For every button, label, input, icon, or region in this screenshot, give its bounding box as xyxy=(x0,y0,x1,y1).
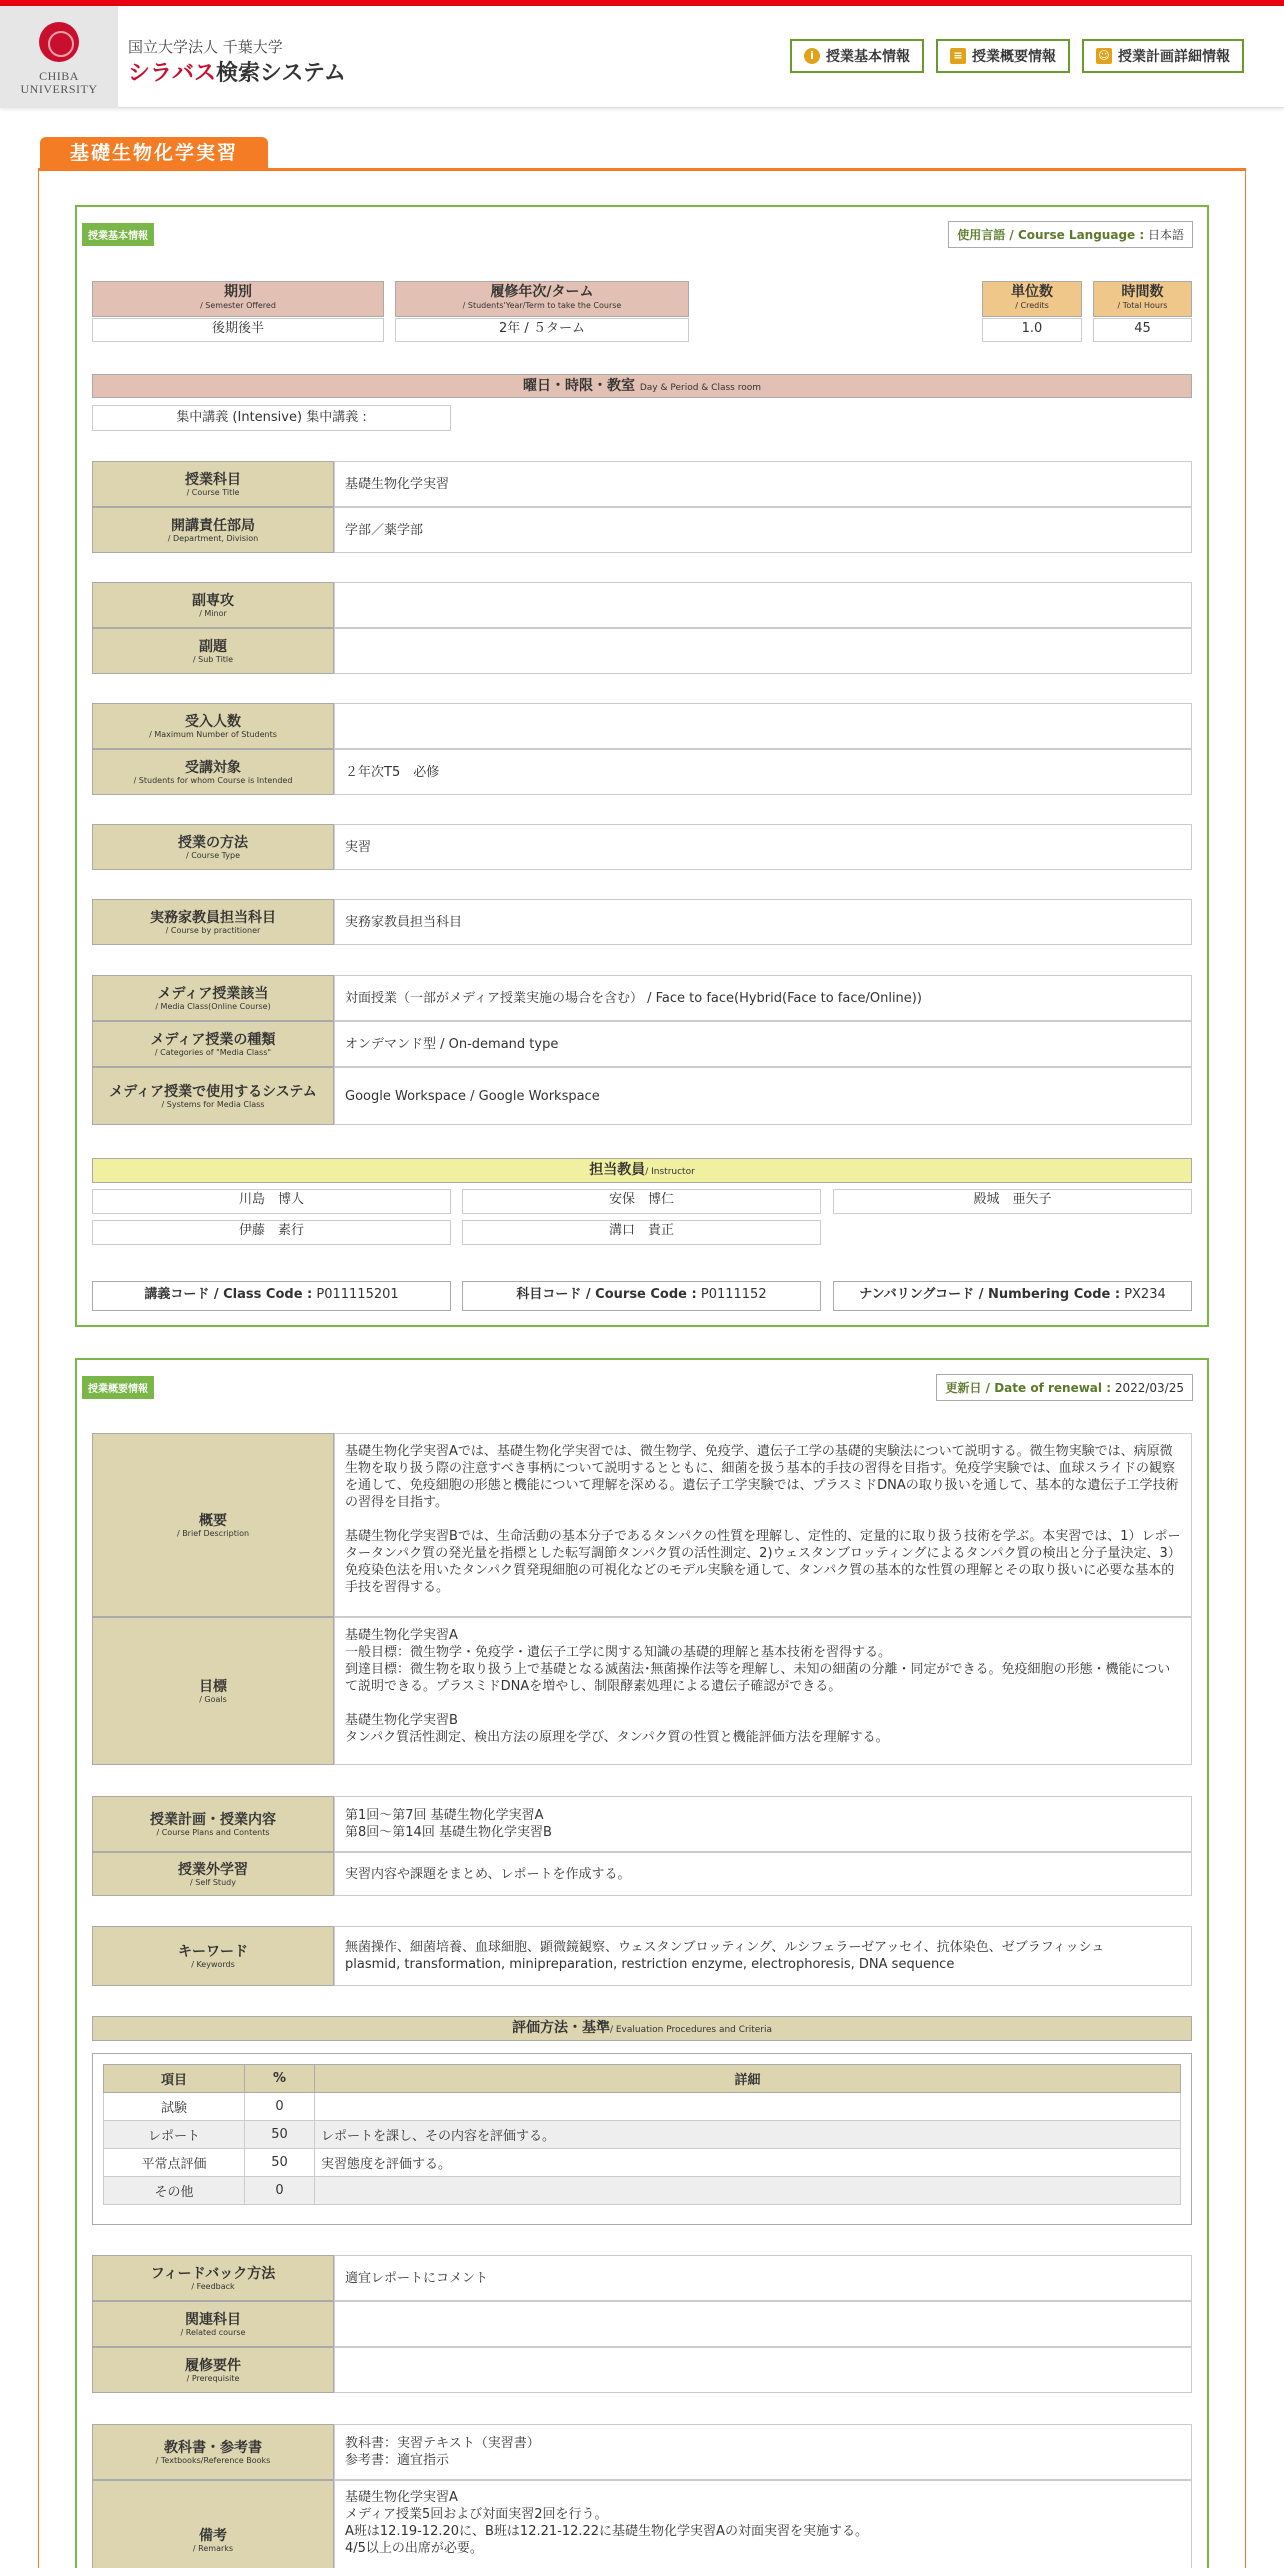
course-language xyxy=(948,221,1193,248)
university-name: 国立大学法人 千葉大学 xyxy=(128,38,283,56)
people-icon: ☺ xyxy=(1096,48,1112,64)
media-system-label: メディア授業で使用するシステム / Systems for Media Class xyxy=(92,1067,334,1125)
subtitle-value xyxy=(334,628,1192,674)
course-title-label: 授業科目 / Course Title xyxy=(92,461,334,507)
media-category-label: メディア授業の種類 / Categories of "Media Class" xyxy=(92,1021,334,1067)
media-category-value: オンデマンド型 / On-demand type xyxy=(334,1021,1192,1067)
minor-label: 副専攻 / Minor xyxy=(92,582,334,628)
media-system-value: Google Workspace / Google Workspace xyxy=(334,1067,1192,1125)
system-title-rest: 検索システム xyxy=(216,61,346,86)
nav-plan-detail-label: 授業計画詳細情報 xyxy=(1118,49,1230,65)
self-study-label: 授業外学習 / Self Study xyxy=(92,1852,334,1896)
instructor-name: 溝口 貴正 xyxy=(462,1220,821,1245)
max-students-label: 受入人数 / Maximum Number of Students xyxy=(92,703,334,749)
evaluation-percent: 50 xyxy=(245,2121,315,2149)
max-students-value xyxy=(334,703,1192,749)
system-title[interactable] xyxy=(128,56,346,87)
evaluation-item: レポート xyxy=(104,2121,245,2149)
document-icon: ≡ xyxy=(950,48,966,64)
prerequisite-label: 履修要件 / Prerequisite xyxy=(92,2347,334,2393)
target-students-label: 受講対象 / Students for whom Course is Intended xyxy=(92,749,334,795)
numbering-code: ナンバリングコード / Numbering Code : PX234 xyxy=(833,1281,1192,1311)
renewal-date-label: 更新日 / Date of renewal : xyxy=(945,1381,1111,1395)
instructor-name: 伊藤 素行 xyxy=(92,1220,451,1245)
period-value: 集中講義 (Intensive) 集中講義 : xyxy=(92,405,451,431)
course-title-value: 基礎生物化学実習 xyxy=(334,461,1192,507)
evaluation-percent: 50 xyxy=(245,2149,315,2177)
semester-value: 後期後半 xyxy=(92,318,384,342)
hours-value: 45 xyxy=(1093,318,1192,342)
basic-info-tag: 授業基本情報 xyxy=(82,223,154,246)
prerequisite-value xyxy=(334,2347,1192,2393)
media-class-label: メディア授業該当 / Media Class(Online Course) xyxy=(92,975,334,1021)
course-language-value: 日本語 xyxy=(1147,228,1184,242)
feedback-value: 適宜レポートにコメント xyxy=(334,2255,1192,2301)
class-code: 講義コード / Class Code : P011115201 xyxy=(92,1281,451,1311)
target-students-value: ２年次T5 必修 xyxy=(334,749,1192,795)
keywords-value: 無菌操作、細菌培養、血球細胞、顕微鏡観察、ウェスタンブロッティング、ルシフェラーゼアッセイ、抗体染色、ゼブラフィッシュ plasmid, transformation, minipreparation, restriction enzyme, electrophoresis, DNA sequence xyxy=(334,1926,1192,1986)
credits-value: 1.0 xyxy=(982,318,1082,342)
feedback-label: フィードバック方法 / Feedback xyxy=(92,2255,334,2301)
keywords-label: キーワード / Keywords xyxy=(92,1926,334,1986)
evaluation-detail: レポートを課し、その内容を評価する。 xyxy=(315,2121,1181,2149)
year-term-value: 2年 / ５ターム xyxy=(395,318,689,342)
evaluation-table-header-row xyxy=(104,2065,1181,2093)
evaluation-header: 評価方法・基準/ Evaluation Procedures and Criteria xyxy=(92,2016,1192,2041)
minor-value xyxy=(334,582,1192,628)
course-language-label: 使用言語 / Course Language : xyxy=(957,228,1145,242)
textbooks-label: 教科書・参考書 / Textbooks/Reference Books xyxy=(92,2424,334,2480)
nav-summary-info-button[interactable] xyxy=(936,39,1070,73)
evaluation-detail xyxy=(315,2093,1181,2121)
table-row xyxy=(104,2093,1181,2121)
self-study-value: 実習内容や課題をまとめ、レポートを作成する。 xyxy=(334,1852,1192,1896)
nav-summary-info-label: 授業概要情報 xyxy=(972,49,1056,65)
table-row xyxy=(104,2177,1181,2205)
goals-value: 基礎生物化学実習A 一般目標：微生物学・免疫学・遺伝子工学に関する知識の基礎的理解と基本技術を習得する。 到達目標：微生物を取り扱う上で基礎となる滅菌法･無菌操作法等を理解し、未知の細菌の分離・同定ができる。免疫細胞の形態・機能について説明できる。プラスミドDNAを増やし、制限酵素処理による遺伝子確認ができる。 基礎生物化学実習B タンパク質活性測定、検出方法の原理を学び、タンパク質の性質と機能評価方法を理解する。 xyxy=(334,1617,1192,1765)
course-type-value: 実習 xyxy=(334,824,1192,870)
renewal-date-value: 2022/03/25 xyxy=(1114,1381,1184,1395)
logo-text-line1: CHIBA xyxy=(39,69,79,83)
evaluation-detail: 実習態度を評価する。 xyxy=(315,2149,1181,2177)
system-title-red: シラバス xyxy=(128,61,217,86)
textbooks-value: 教科書：実習テキスト（実習書） 参考書：適宜指示 xyxy=(334,2424,1192,2480)
related-course-label: 関連科目 / Related course xyxy=(92,2301,334,2347)
year-term-header: 履修年次/ターム / Students'Year/Term to take the Course xyxy=(395,281,689,317)
summary-info-tag: 授業概要情報 xyxy=(82,1376,154,1399)
instructor-header: 担当教員/ Instructor xyxy=(92,1158,1192,1183)
subtitle-label: 副題 / Sub Title xyxy=(92,628,334,674)
period-header: 曜日・時限・教室 Day & Period & Class room xyxy=(92,374,1192,398)
remarks-label: 備考 / Remarks xyxy=(92,2480,334,2568)
logo-text-line2: UNIVERSITY xyxy=(20,82,98,96)
table-row xyxy=(104,2121,1181,2149)
evaluation-percent: 0 xyxy=(245,2093,315,2121)
department-label: 開講責任部局 / Department, Division xyxy=(92,507,334,553)
evaluation-table xyxy=(103,2064,1181,2205)
logo-emblem-icon xyxy=(39,22,79,62)
related-course-value xyxy=(334,2301,1192,2347)
evaluation-col-detail: 詳細 xyxy=(315,2065,1181,2093)
hours-header: 時間数 / Total Hours xyxy=(1093,281,1192,317)
instructor-name: 安保 博仁 xyxy=(462,1189,821,1214)
brief-description-label: 概要 / Brief Description xyxy=(92,1433,334,1617)
department-value: 学部／薬学部 xyxy=(334,507,1192,553)
nav-basic-info-label: 授業基本情報 xyxy=(826,49,910,65)
info-icon: i xyxy=(804,48,820,64)
site-header xyxy=(0,6,1284,108)
practitioner-label: 実務家教員担当科目 / Course by practitioner xyxy=(92,899,334,945)
brief-description-value: 基礎生物化学実習Aでは、基礎生物化学実習では、微生物学、免疫学、遺伝子工学の基礎的実験法について説明する。微生物実験では、病原微生物を取り扱う際の注意すべき事柄について説明するとともに、細菌を扱う基本的手技の習得を目指す。免疫学実験では、血球スライドの観察を通して、免疫細胞の形態と機能について理解を深める。遺伝子工学実験では、プラスミドDNAの取り扱いを通して、基本的な遺伝子工学技術の習得を目指す。 基礎生物化学実習Bでは、生命活動の基本分子であるタンパクの性質を理解し、定性的、定量的に取り扱う技術を学ぶ。本実習では、1）レポータータンパク質の発光量を指標とした転写調節タンパク質の活性測定、2)ウェスタンブロッティングによるタンパク質の検出と分子量決定、3）免疫染色法を用いたタンパク質発現細胞の可視化などのモデル実験を通して、タンパク質の基本的な性質の理解とその取り扱いに必要な基本的手技を習得する。 xyxy=(334,1433,1192,1617)
practitioner-value: 実務家教員担当科目 xyxy=(334,899,1192,945)
semester-header: 期別 / Semester Offered xyxy=(92,281,384,317)
instructor-name: 殿城 亜矢子 xyxy=(833,1189,1192,1214)
nav-basic-info-button[interactable] xyxy=(790,39,924,73)
instructor-name: 川島 博人 xyxy=(92,1189,451,1214)
credits-header: 単位数 / Credits xyxy=(982,281,1082,317)
evaluation-col-percent: % xyxy=(245,2065,315,2093)
course-type-label: 授業の方法 / Course Type xyxy=(92,824,334,870)
media-class-value: 対面授業（一部がメディア授業実施の場合を含む） / Face to face(Hybrid(Face to face/Online)) xyxy=(334,975,1192,1021)
evaluation-item: 平常点評価 xyxy=(104,2149,245,2177)
evaluation-item: 試験 xyxy=(104,2093,245,2121)
evaluation-col-item: 項目 xyxy=(104,2065,245,2093)
goals-label: 目標 / Goals xyxy=(92,1617,334,1765)
evaluation-percent: 0 xyxy=(245,2177,315,2205)
nav-buttons xyxy=(790,39,1244,73)
evaluation-table-wrapper xyxy=(92,2053,1192,2225)
course-plans-value: 第1回〜第7回 基礎生物化学実習A 第8回〜第14回 基礎生物化学実習B xyxy=(334,1796,1192,1852)
renewal-date xyxy=(936,1374,1193,1401)
university-logo[interactable] xyxy=(0,6,118,108)
nav-plan-detail-button[interactable] xyxy=(1082,39,1244,73)
evaluation-detail xyxy=(315,2177,1181,2205)
page-title: 基礎生物化学実習 xyxy=(40,137,268,169)
course-code: 科目コード / Course Code : P0111152 xyxy=(462,1281,821,1311)
remarks-value: 基礎生物化学実習A メディア授業5回および対面実習2回を行う。 A班は12.19-12.20に、B班は12.21-12.22に基礎生物化学実習Aの対面実習を実施する。 4/5以上の出席が必要。 xyxy=(334,2480,1192,2568)
course-plans-label: 授業計画・授業内容 / Course Plans and Contents xyxy=(92,1796,334,1852)
table-row xyxy=(104,2149,1181,2177)
evaluation-item: その他 xyxy=(104,2177,245,2205)
